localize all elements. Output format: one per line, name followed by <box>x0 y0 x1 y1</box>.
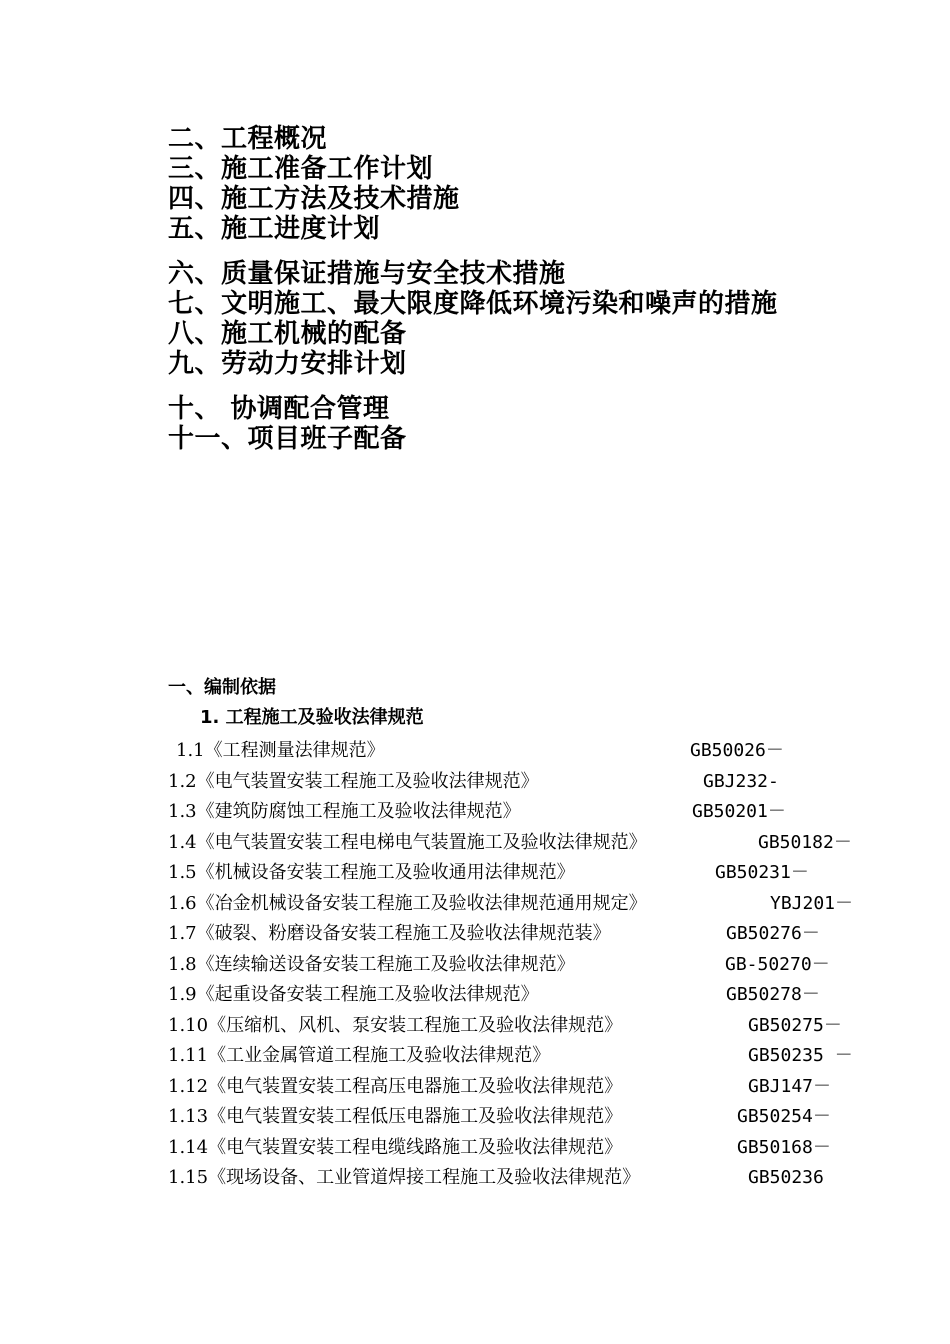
toc-item: 九、劳动力安排计划 <box>168 349 407 379</box>
spec-code: GB50235 － <box>748 1045 853 1066</box>
spec-code: GBJ232- <box>703 770 779 792</box>
spec-row <box>168 950 868 981</box>
spec-code: GBJ147－ <box>748 1075 832 1097</box>
table-of-contents <box>168 124 868 454</box>
spec-title: 1.14《电气装置安装工程电缆线路施工及验收法律规范》 <box>168 1136 623 1158</box>
spec-title: 1.13《电气装置安装工程低压电器施工及验收法律规范》 <box>168 1106 623 1127</box>
spec-code: GB50276－ <box>726 923 820 944</box>
spec-title: 1.15《现场设备、工业管道焊接工程施工及验收法律规范》 <box>168 1167 641 1188</box>
toc-item: 二、工程概况 <box>168 124 328 154</box>
spec-row <box>168 797 868 828</box>
toc-item: 三、施工准备工作计划 <box>168 154 434 184</box>
toc-spacer <box>168 379 868 394</box>
spec-title: 1.2《电气装置安装工程施工及验收法律规范》 <box>168 770 539 792</box>
spec-title: 1.10《压缩机、风机、泵安装工程施工及验收法律规范》 <box>168 1014 623 1036</box>
spec-code: YBJ201－ <box>770 892 854 914</box>
spec-title: 1.12《电气装置安装工程高压电器施工及验收法律规范》 <box>168 1075 623 1097</box>
toc-item: 八、施工机械的配备 <box>168 319 407 349</box>
spec-title: 1.8《连续输送设备安装工程施工及验收法律规范》 <box>168 953 575 975</box>
toc-item: 四、施工方法及技术措施 <box>168 184 460 214</box>
spec-row <box>168 1133 868 1164</box>
toc-item: 五、施工进度计划 <box>168 214 381 244</box>
spec-row <box>168 767 868 798</box>
toc-item: 十一、项目班子配备 <box>168 424 407 454</box>
spec-row <box>168 1011 868 1042</box>
spec-title: 1.7《破裂、粉磨设备安装工程施工及验收法律规范装》 <box>168 923 611 944</box>
spec-list <box>168 736 868 1194</box>
section-title: 一、编制依据 <box>168 677 276 698</box>
spec-row <box>168 980 868 1011</box>
spec-code: GB50278－ <box>726 984 820 1005</box>
toc-item: 六、质量保证措施与安全技术措施 <box>168 259 566 289</box>
spec-title: 1.5《机械设备安装工程施工及验收通用法律规范》 <box>168 862 575 883</box>
spec-row <box>168 736 868 767</box>
spec-code: GB50182－ <box>758 831 852 853</box>
toc-item: 七、文明施工、最大限度降低环境污染和噪声的措施 <box>168 289 778 319</box>
spec-code: GB50026－ <box>690 740 784 761</box>
spec-title: 1.1《工程测量法律规范》 <box>176 740 385 761</box>
toc-item: 十、 协调配合管理 <box>168 394 390 424</box>
spec-code: GB50201－ <box>692 801 786 822</box>
spec-title: 1.4《电气装置安装工程电梯电气装置施工及验收法律规范》 <box>168 831 647 853</box>
spec-row <box>168 1102 868 1133</box>
spec-title: 1.6《冶金机械设备安装工程施工及验收法律规范通用规定》 <box>168 892 647 914</box>
spec-title: 1.11《工业金属管道工程施工及验收法律规范》 <box>168 1045 551 1066</box>
toc-spacer <box>168 244 868 259</box>
spec-title: 1.9《起重设备安装工程施工及验收法律规范》 <box>168 984 539 1005</box>
spec-code: GB-50270－ <box>725 953 830 975</box>
spec-row <box>168 858 868 889</box>
spec-title: 1.3《建筑防腐蚀工程施工及验收法律规范》 <box>168 801 521 822</box>
spec-row <box>168 919 868 950</box>
spec-code: GB50254－ <box>737 1106 831 1127</box>
spec-row <box>168 828 868 859</box>
spec-row <box>168 889 868 920</box>
spec-code: GB50168－ <box>737 1136 831 1158</box>
spec-code: GB50231－ <box>715 862 809 883</box>
subsection-title: 1. 工程施工及验收法律规范 <box>200 707 424 728</box>
spec-row <box>168 1163 868 1194</box>
spec-code: GB50236 <box>748 1167 824 1188</box>
spec-row <box>168 1041 868 1072</box>
spec-code: GB50275－ <box>748 1014 842 1036</box>
spec-row <box>168 1072 868 1103</box>
